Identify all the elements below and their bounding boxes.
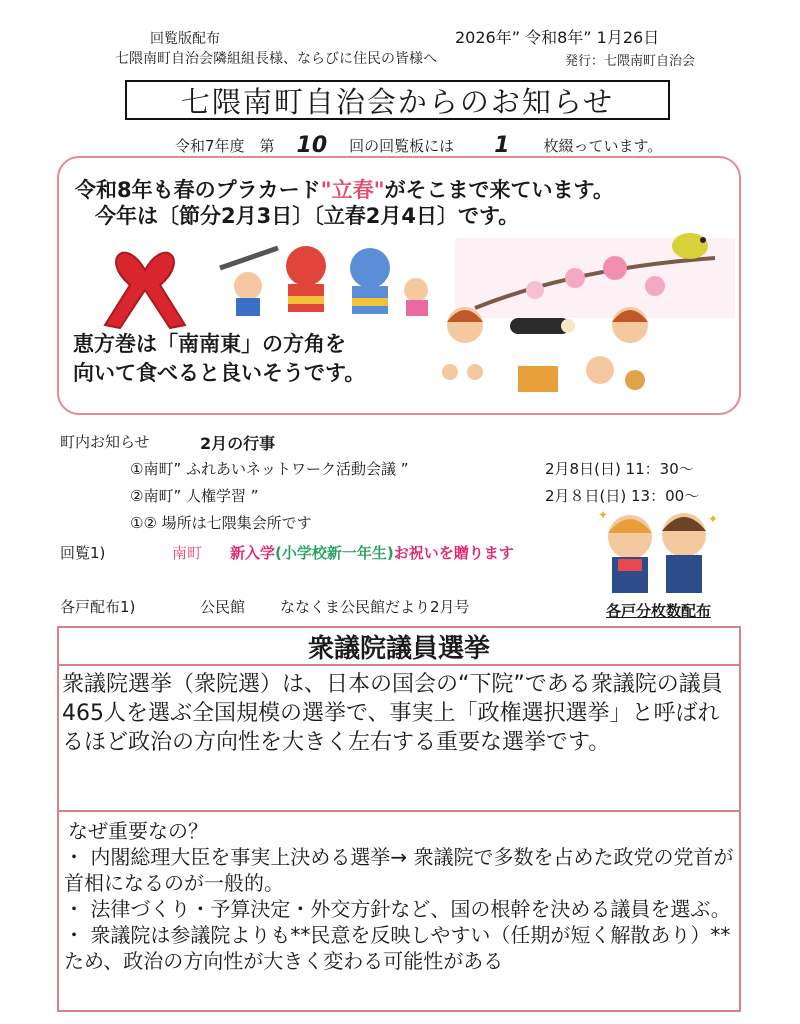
oni-setsubun-illustration bbox=[218, 238, 438, 318]
count-middle: 回の回覧板には bbox=[349, 137, 455, 155]
issue-number: 10 bbox=[296, 133, 328, 158]
why-item-1: ・ 内閣総理大臣を事実上決める選挙→ 衆議院で多数を占めた政党の党首が首相になるのが一般的。 bbox=[64, 845, 734, 895]
event-1-time: 2月8日(日) 11：30～ bbox=[545, 460, 694, 478]
risshun-highlight: "立春" bbox=[320, 178, 385, 202]
why-item-2: ・ 法律づくり・予算決定・外交方針など、国の根幹を決める議員を選ぶ。 bbox=[64, 897, 731, 921]
divider bbox=[57, 810, 741, 812]
ehomaki-line-2: 向いて食べると良いそうです。 bbox=[73, 361, 366, 385]
distribution-label: 各戸配布1) bbox=[60, 598, 136, 616]
count-suffix: 枚綴っています。 bbox=[543, 137, 663, 155]
sheet-number: 1 bbox=[494, 133, 510, 158]
notices-label: 町内お知らせ bbox=[60, 433, 150, 451]
circular-town: 南町 bbox=[172, 544, 203, 562]
event-2-time: 2月８日(日) 13：00～ bbox=[545, 487, 700, 505]
count-prefix: 令和7年度 第 bbox=[175, 137, 275, 155]
circular-label: 回覧1) bbox=[60, 544, 106, 562]
svg-text:✦: ✦ bbox=[598, 508, 609, 522]
ehomaki-text bbox=[73, 330, 365, 388]
schoolchildren-illustration bbox=[592, 505, 722, 597]
circular-text-b: (小学校新一年生) bbox=[275, 544, 394, 562]
election-body: 衆議院選挙（衆院選）は、日本の国会の“下院”である衆議院の議員465人を選ぶ全国規模の選挙で、事実上「政権選択選挙」と呼ばれるほど政治の方向性を大きく左右する重要な選挙です。 bbox=[62, 672, 723, 755]
spring-line-1a: 令和8年も春のプラカード bbox=[75, 178, 321, 202]
circular-text-c: お祝い bbox=[393, 544, 439, 562]
issue-date: 2026年” 令和8年” 1月26日 bbox=[455, 28, 660, 47]
divider bbox=[57, 664, 741, 666]
ehomaki-family-illustration bbox=[440, 300, 680, 400]
why-important-section bbox=[64, 818, 739, 974]
why-item-3: ・ 衆議院は参議院よりも**民意を反映しやすい（任期が短く解散あり）**ため、政治の方向性が大きく変わる可能性がある bbox=[64, 923, 731, 973]
distribution-item: ななくま公民館だより2月号 bbox=[280, 598, 470, 616]
circulation-label: 回覧版配布 bbox=[150, 31, 220, 47]
distribution-place: 公民館 bbox=[200, 598, 246, 616]
event-2: ②南町” 人権学習 ” bbox=[130, 487, 259, 505]
svg-text:✦: ✦ bbox=[708, 512, 719, 526]
election-title: 衆議院議員選挙 bbox=[307, 633, 490, 664]
why-title: なぜ重要なの？ bbox=[68, 819, 208, 843]
circular-text-a: 新入学 bbox=[230, 544, 276, 562]
ehomaki-line-1: 恵方巻は「南南東」の方角を bbox=[73, 332, 346, 356]
page-title: 七隈南町自治会からのお知らせ bbox=[125, 80, 670, 120]
spring-line-2: 今年は〔節分2月3日〕〔立春2月4日〕です。 bbox=[95, 204, 520, 228]
distribution-note: 各戸分枚数配布 bbox=[606, 602, 712, 620]
event-place: ①② 場所は七隈集会所です bbox=[130, 514, 312, 532]
spring-line-1b: がそこまで来ています。 bbox=[384, 178, 614, 202]
publisher: 発行：七隈南町自治会 bbox=[565, 54, 696, 69]
sheet-count-line bbox=[175, 133, 662, 158]
notices-heading: 2月の行事 bbox=[200, 434, 276, 453]
red-ribbon-icon bbox=[90, 240, 200, 330]
recipients-text: 七隈南町自治会隣組組長様、ならびに住民の皆様へ bbox=[115, 51, 437, 67]
circular-text-d: を贈ります bbox=[438, 544, 514, 562]
circular-text bbox=[230, 542, 514, 563]
event-1: ①南町” ふれあいネットワーク活動会議 ” bbox=[130, 460, 409, 478]
